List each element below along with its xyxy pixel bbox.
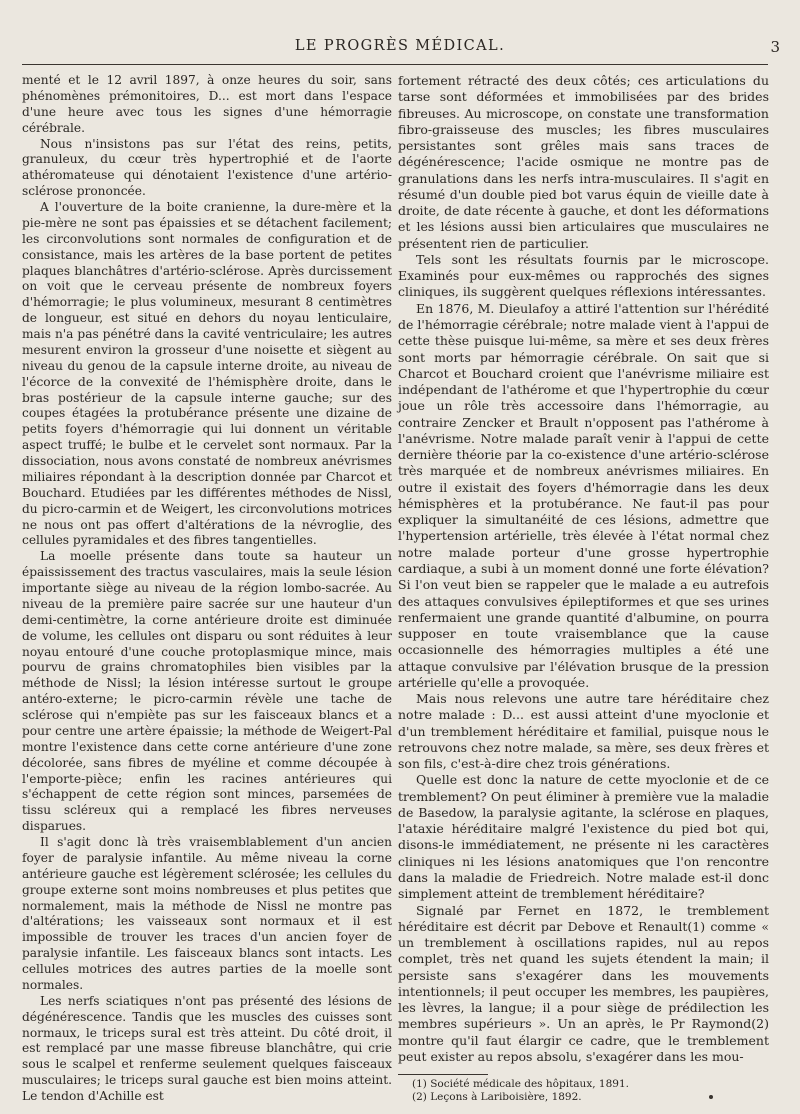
paragraph: fortement rétracté des deux côtés; ces articulations du tarse sont déformées et immobilisées par des brides fibreuses. Au microscope, on constate une transformation fibro-graisseuse des muscles; les fibres musculaires persistantes sont grêles mais sans traces de dégénérescence; l'acide osmique ne montre pas de granulations dans les nerfs intra-musculaires. Il s'agit en résumé d'un double pied bot varus équin de vieille date à droite, de date récente à gauche, et dont les déformations et les lésions aussi bien articulaires que musculaires ne présentent rien de particulier. [398, 73, 769, 251]
paragraph: A l'ouverture de la boite cranienne, la dure-mère et la pie-mère ne sont pas épaissies et se détachent facilement; les circonvolutions sont normales de configuration et de consistance, mais les artères de la base portent de petites plaques blanchâtres d'artério-sclérose. Après durcissement on voit que le cerveau présente de nombreux foyers d'hémorragie; le plus volumineux, mesurant 8 centimètres de longueur, est situé en dehors du noyau lenticulaire, mais n'a pas pénétré dans la cavité ventriculaire; les autres mesurent environ la grosseur d'une noisette et siègent au niveau du genou de la capsule interne droite, au niveau de l'écorce de la convexité de l'hémisphère droite, dans le bras postérieur de la capsule interne gauche; sur des coupes étagées la protubérance présente une dizaine de petits foyers d'hémorragie qui lui donnent un véritable aspect truffé; le bulbe et le cervelet sont normaux. Par la dissociation, nous avons constaté de nombreux anévrismes miliaires répondant à la description donnée par Charcot et Bouchard. Etudiées par les différentes méthodes de Nissl, du picro-carmin et de Weigert, les circonvolutions motrices ne nous ont pas offert d'altérations de la névroglie, des cellules pyramidales et des fibres tangentielles. [22, 200, 392, 548]
paragraph: Quelle est donc la nature de cette myoclonie et de ce tremblement? On peut éliminer à première vue la maladie de Basedow, la paralysie agitante, la sclérose en plaques, l'ataxie héréditaire malgré l'existence du pied bot qui, disons-le immédiatement, ne présente ni les caractères cliniques ni les lésions anatomiques que l'on rencontre dans la maladie de Friedreich. Notre malade est-il donc simplement atteint de tremblement héréditaire? [398, 772, 769, 902]
page-number: 3 [770, 38, 780, 56]
paragraph: Signalé par Fernet en 1872, le tremblement héréditaire est décrit par Debove et Renault(1) comme « un tremblement à oscillations rapides, nul au repos complet, très net quand les sujets étendent la main; il persiste sans s'exagérer dans les mouvements intentionnels; il peut occuper les membres, les paupières, les lèvres, la langue; il a pour siège de prédilection les membres supérieurs ». Un an après, le Pr Raymond(2) montre qu'il faut élargir ce cadre, que le tremblement peut exister au repos absolu, s'exagérer dans les mou- [398, 902, 769, 1064]
paragraph: La moelle présente dans toute sa hauteur un épaississement des tractus vasculaires, mais la seule lésion importante siège au niveau de la région lombo-sacrée. Au niveau de la première paire sacrée sur une hauteur d'un demi-centimètre, la corne antérieure droite est diminuée de volume, les cellules ont disparu ou sont réduites à leur noyau entouré d'une couche protoplasmique mince, mais pourvu de grains chromatophiles bien visibles par la méthode de Nissl; la lésion intéresse surtout le groupe antéro-externe; le picro-carmin révèle une tache de sclérose qui n'empiète pas sur les faisceaux blancs et a pour centre une artère épaissie; la méthode de Weigert-Pal montre l'existence dans cette corne antérieure d'une zone décolorée, sans fibres de myéline et comme découpée à l'emporte-pièce; enfin les racines antérieures qui s'échappent de cette région sont minces, parsemées de tissu scléreux qui a remplacé les fibres nerveuses disparues. [22, 549, 392, 834]
footnote: (1) Société médicale des hôpitaux, 1891. [412, 1078, 629, 1090]
paragraph: En 1876, M. Dieulafoy a attiré l'attention sur l'hérédité de l'hémorragie cérébrale; notre malade vient à l'appui de cette thèse puisque lui-même, sa mère et ses deux frères sont morts par hémorragie cérébrale. On sait que si Charcot et Bouchard croient que l'anévrisme miliaire est indépendant de l'athérome et que l'hypertrophie du cœur joue un rôle très accessoire dans l'hémorragie, au contraire Zencker et Brault n'opposent pas l'athérome à l'anévrisme. Notre malade paraît venir à l'appui de cette dernière théorie par la co-existence d'une artério-sclérose très marquée et de nombreux anévrismes miliaires. En outre il existait des foyers d'hémorragie dans les deux hémisphères et la protubérance. Ne faut-il pas pour expliquer la simultanéité de ces lésions, admettre que l'hypertension artérielle, très élevée à l'état normal chez notre malade porteur d'une grosse hypertrophie cardiaque, a subi à un moment donné une forte élévation? Si l'on veut bien se rappeler que le malade a eu autrefois des attaques convulsives épileptiformes et que ses urines renfermaient une grande quantité d'albumine, on pourra supposer en toute vraisemblance que la cause occasionnelle des hémorragies multiples a été une attaque convulsive par l'élévation brusque de la pression artérielle qu'elle a provoquée. [398, 300, 769, 690]
paragraph: Tels sont les résultats fournis par le microscope. Examinés pour eux-mêmes ou rapprochés des signes cliniques, ils suggèrent quelques réflexions intéressantes. [398, 251, 769, 300]
paragraph: Les nerfs sciatiques n'ont pas présenté des lésions de dégénérescence. Tandis que les muscles des cuisses sont normaux, le triceps sural est très atteint. Du côté droit, il est remplacé par une masse fibreuse blanchâtre, qui crie sous le scalpel et renferme seulement quelques faisceaux musculaires; le triceps sural gauche est bien moins atteint. Le tendon d'Achille est [22, 993, 392, 1103]
footnote-rule [398, 1074, 488, 1075]
running-header [18, 36, 782, 60]
footnote: (2) Leçons à Lariboisière, 1892. [412, 1091, 582, 1103]
left-column [22, 73, 392, 1105]
header-rule [22, 64, 768, 65]
journal-title: LE PROGRÈS MÉDICAL. [294, 38, 506, 54]
paragraph: Il s'agit donc là très vraisemblablement d'un ancien foyer de paralysie infantile. Au même niveau la corne antérieure gauche est légèrement sclérosée; les cellules du groupe externe sont moins nombreuses et plus petites que normalement, mais la méthode de Nissl ne montre pas d'altérations; les vaisseaux sont normaux et il est impossible de trouver les traces d'un ancien foyer de paralysie infantile. Les faisceaux blancs sont intacts. Les cellules motrices des autres parties de la moelle sont normales. [22, 835, 392, 992]
paragraph: Mais nous relevons une autre tare héréditaire chez notre malade : D... est aussi atteint d'une myoclonie et d'un tremblement héréditaire et familial, puisque nous le retrouvons chez notre malade, sa mère, ses deux frères et son fils, c'est-à-dire chez trois générations. [398, 691, 769, 772]
right-column [398, 73, 769, 1065]
footnotes [412, 1078, 752, 1104]
ink-dot [709, 1095, 713, 1099]
paragraph: Nous n'insistons pas sur l'état des reins, petits, granuleux, du cœur très hypertrophié et de l'aorte athéromateuse qui dénotaient l'existence d'une artério-sclérose prononcée. [22, 136, 392, 199]
paragraph: menté et le 12 avril 1897, à onze heures du soir, sans phénomènes prémonitoires, D... est mort dans l'espace d'une heure avec tous les signes d'une hémorragie cérébrale. [22, 73, 392, 135]
